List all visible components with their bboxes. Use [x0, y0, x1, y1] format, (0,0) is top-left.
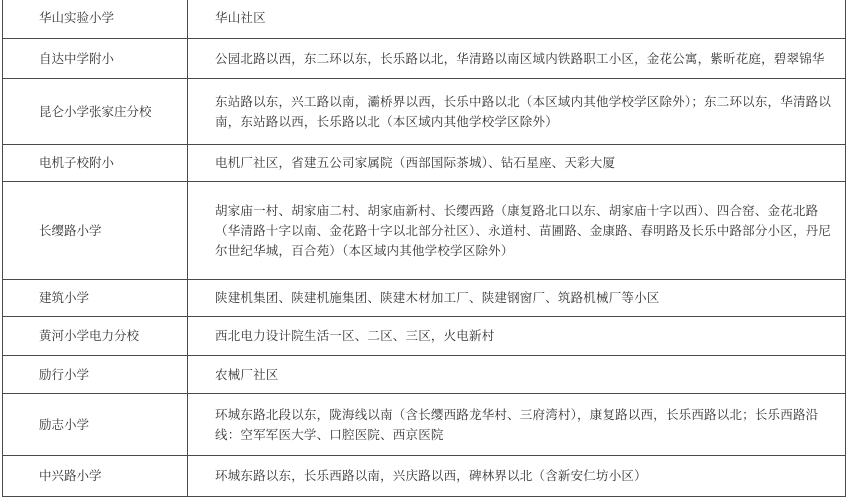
- school-name: 自达中学附小: [3, 39, 188, 79]
- school-name: 励行小学: [3, 356, 188, 394]
- district-area: 陕建机集团、陕建机施集团、陕建木材加工厂、陕建钢窗厂、筑路机械厂等小区: [188, 280, 846, 317]
- district-area: 环城东路以东，长乐西路以南，兴庆路以西，碑林界以北（含新安仁坊小区）: [188, 456, 846, 497]
- table-row: [3, 280, 846, 317]
- school-name: 昆仑小学张家庄分校: [3, 79, 188, 145]
- table-row: [3, 0, 846, 39]
- school-name: 励志小学: [3, 394, 188, 456]
- school-district-table: [2, 0, 846, 497]
- table-row: [3, 79, 846, 145]
- school-name: 电机子校附小: [3, 145, 188, 182]
- table-row: [3, 356, 846, 394]
- table-row: [3, 39, 846, 79]
- table-row: [3, 182, 846, 280]
- district-area: 农械厂社区: [188, 356, 846, 394]
- table-row: [3, 456, 846, 497]
- table-row: [3, 145, 846, 182]
- table-row: [3, 394, 846, 456]
- school-name: 长缨路小学: [3, 182, 188, 280]
- district-area: 华山社区: [188, 0, 846, 39]
- district-area: 东站路以东，兴工路以南，灞桥界以西，长乐中路以北（本区域内其他学校学区除外）；东二环以东，华清路以南，东站路以西，长乐路以北（本区域内其他学校学区除外）: [188, 79, 846, 145]
- district-area: 西北电力设计院生活一区、二区、三区，火电新村: [188, 317, 846, 356]
- district-area: 公园北路以西，东二环以东，长乐路以北，华清路以南区域内铁路职工小区，金花公寓，紫昕花庭，碧翠锦华: [188, 39, 846, 79]
- school-name: 华山实验小学: [3, 0, 188, 39]
- school-name: 黄河小学电力分校: [3, 317, 188, 356]
- district-area: 胡家庙一村、胡家庙二村、胡家庙新村、长缨西路（康复路北口以东、胡家庙十字以西）、四合窑、金花北路（华清路十字以南、金花路十字以北部分社区）、永道村、苗圃路、金康路、春明路及长乐中路部分小区，丹尼尔世纪华城，百合苑）（本区域内其他学校学区除外）: [188, 182, 846, 280]
- school-name: 建筑小学: [3, 280, 188, 317]
- table-row: [3, 317, 846, 356]
- school-name: 中兴路小学: [3, 456, 188, 497]
- district-area: 电机厂社区，省建五公司家属院（西部国际茶城）、钻石星座、天彩大厦: [188, 145, 846, 182]
- district-area: 环城东路北段以东，陇海线以南（含长缨西路龙华村、三府湾村），康复路以西，长乐西路以北；长乐西路沿线：空军军医大学、口腔医院、西京医院: [188, 394, 846, 456]
